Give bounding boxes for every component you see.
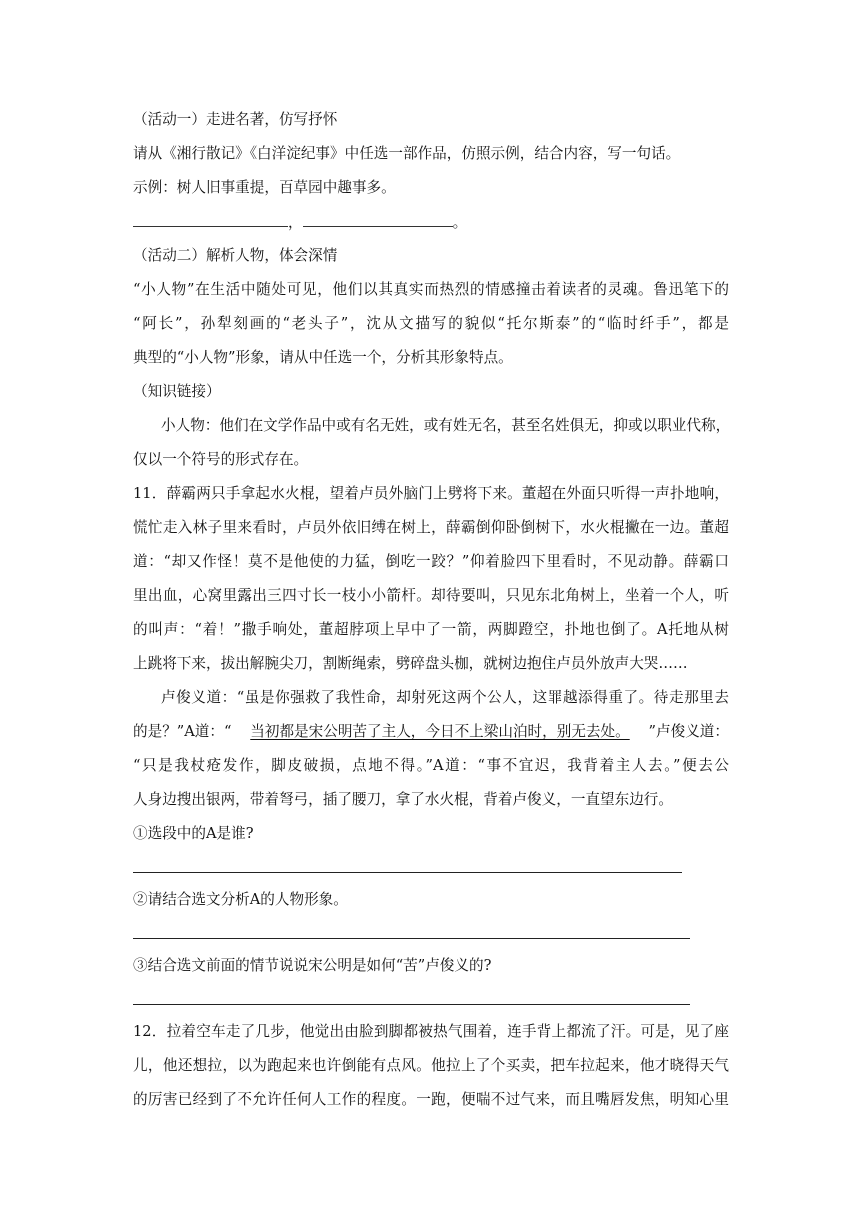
underlined-sentence: 当初都是宋公明苦了主人，今日不上梁山泊时，别无去处。 bbox=[250, 723, 630, 740]
q11-text-line: 的叫声：“着！”撒手响处，董超脖项上早中了一箭，两脚蹬空，扑地也倒了。A托地从树 bbox=[133, 621, 729, 638]
q11-text-line: 里出血，心窝里露出三四寸长一枝小小箭杆。却待要叫，只见东北角树上，坐着一个人，听 bbox=[133, 587, 729, 604]
q11-text-line: 道：“却又作怪！莫不是他使的力猛，倒吃一跤？”仰着脸四下里看时，不见动静。薛霸口 bbox=[133, 553, 729, 570]
answer-blank-2[interactable] bbox=[303, 212, 453, 227]
q12-text-line: 儿，他还想拉，以为跑起来也许倒能有点风。他拉上了个买卖，把车拉起来，他才晓得天气 bbox=[133, 1057, 729, 1074]
answer-line-3[interactable] bbox=[133, 1004, 690, 1005]
answer-blank-1[interactable] bbox=[133, 212, 288, 227]
comma: ， bbox=[288, 214, 303, 231]
activity1-example: 示例：树人旧事重提，百草园中趣事多。 bbox=[133, 179, 396, 196]
activity1-heading: （活动一）走进名著，仿写抒怀 bbox=[133, 111, 338, 128]
q11-subquestion-2: ②请结合选文分析A的人物形象。 bbox=[133, 891, 348, 908]
q11-text-line: “只是我杖疮发作，脚皮破损，点地不得。”A道：“事不宜迟，我背着主人去。”便去公 bbox=[133, 757, 729, 774]
q11-subquestion-3: ③结合选文前面的情节说说宋公明是如何“苦”卢俊义的? bbox=[133, 957, 492, 974]
knowledge-link-text: 小人物：他们在文学作品中或有名无姓，或有姓无名，甚至名姓俱无，抑或以职业代称， bbox=[161, 417, 731, 434]
activity1-prompt: 请从《湘行散记》《白洋淀纪事》中任选一部作品，仿照示例，结合内容，写一句话。 bbox=[133, 145, 681, 162]
knowledge-link-heading: （知识链接） bbox=[133, 383, 221, 400]
q11-line8-end: ”卢俊义道： bbox=[648, 723, 729, 740]
q11-text-line: 慌忙走入林子里来看时，卢员外依旧缚在树上，薛霸倒仰卧倒树下，水火棍撇在一边。董超 bbox=[133, 519, 729, 536]
q11-text-line: 上跳将下来，拔出解腕尖刀，割断绳索，劈碎盘头枷，就树边抱住卢员外放声大哭…… bbox=[133, 655, 688, 672]
period: 。 bbox=[452, 214, 468, 231]
q11-text-line: 卢俊义道：“虽是你强救了我性命，却射死这两个公人，这罪越添得重了。待走那里去 bbox=[161, 689, 729, 706]
activity2-paragraph-line: “阿长”，孙犁刻画的“老头子”，沈从文描写的貌似“托尔斯泰”的“临时纤手”，都是 bbox=[133, 315, 729, 332]
activity2-paragraph-line: “小人物”在生活中随处可见，他们以其真实而热烈的情感撞击着读者的灵魂。鲁迅笔下的 bbox=[133, 281, 729, 298]
answer-line-1[interactable] bbox=[133, 872, 682, 873]
activity2-heading: （活动二）解析人物，体会深情 bbox=[133, 247, 338, 264]
q11-text-line: 人身边搜出银两，带着弩弓，插了腰刀，拿了水火棍，背着卢俊义，一直望东边行。 bbox=[133, 791, 673, 808]
q12-text-line: 12．拉着空车走了几步，他觉出由脸到脚都被热气围着，连手背上都流了汗。可是，见了座 bbox=[133, 1023, 729, 1040]
q11-line8-start: 的是？”A道：“ bbox=[133, 723, 232, 740]
q11-subquestion-1: ①选段中的A是谁? bbox=[133, 825, 254, 842]
q11-text-line: 11．薛霸两只手拿起水火棍，望着卢员外脑门上劈将下来。董超在外面只听得一声扑地响， bbox=[133, 485, 729, 502]
q11-text-line bbox=[133, 722, 729, 742]
activity2-paragraph-line: 典型的“小人物”形象，请从中任选一个，分析其形象特点。 bbox=[133, 349, 513, 366]
q12-text-line: 的厉害已经到了不允许任何人工作的程度。一跑，便喘不过气来，而且嘴唇发焦，明知心里 bbox=[133, 1091, 729, 1108]
answer-line-2[interactable] bbox=[133, 938, 690, 939]
knowledge-link-text: 仅以一个符号的形式存在。 bbox=[133, 451, 309, 468]
activity1-answer-line bbox=[133, 212, 467, 233]
